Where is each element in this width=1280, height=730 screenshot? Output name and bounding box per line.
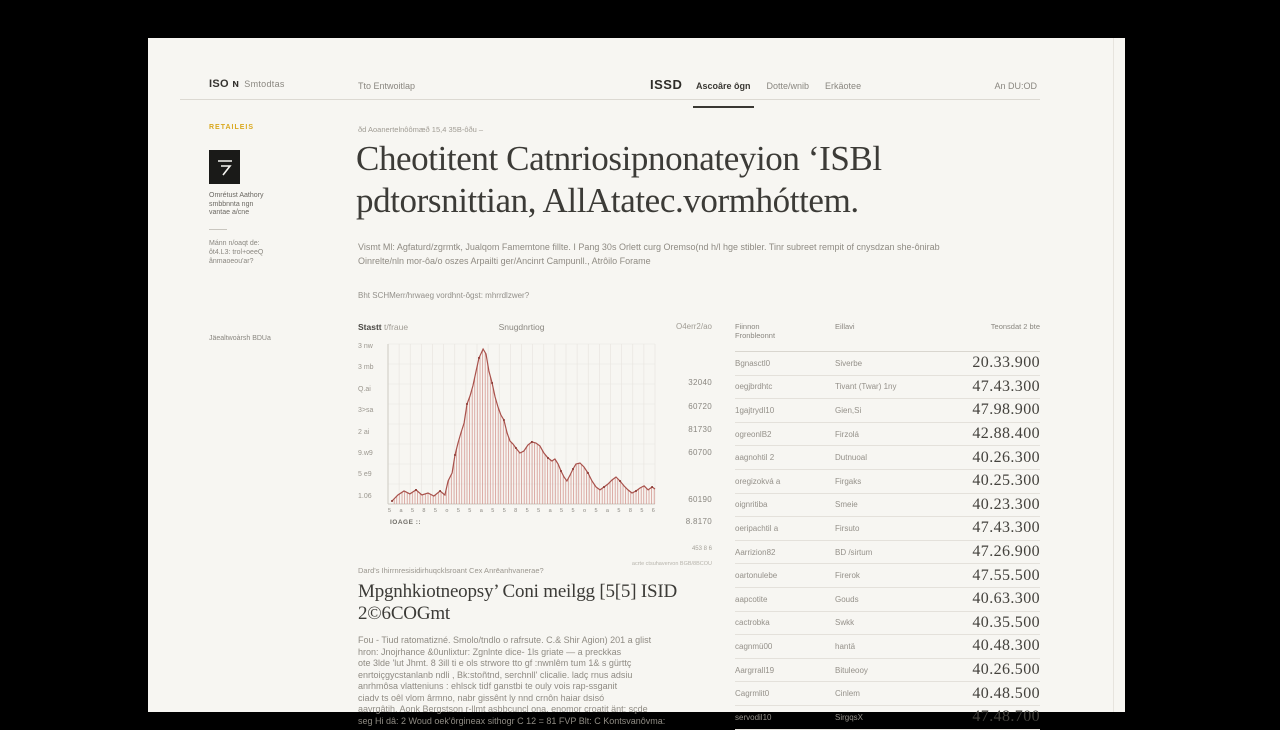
row-id: servodil10 — [735, 712, 772, 722]
brand-wordmark[interactable]: ISSD — [650, 77, 683, 92]
lede-line2: Oinrelte/nln mor-ôa/o oszes Arpailti ger/Ancinrt Campunll., Atrôilo Forame — [358, 255, 651, 266]
row-name: Tivant (Twar) 1ny — [835, 382, 897, 392]
row-id: cagnmü00 — [735, 641, 773, 651]
row-name: Gien,Si — [835, 405, 862, 415]
table-header — [735, 322, 1040, 352]
row-id: oeripachtil a — [735, 523, 779, 533]
row-value: 47.48.700 — [972, 708, 1040, 726]
table-row — [735, 376, 1040, 400]
row-id: oignritiba — [735, 500, 768, 510]
table-col3-header: Teonsdat 2 bte — [990, 322, 1040, 331]
sidebar-footer-text: Jäealtwoàrsh BDUa — [209, 335, 271, 342]
x-tick-label: 8 — [514, 508, 518, 514]
stat-value: 8.8170 — [685, 517, 712, 526]
page-title-line2: pdtorsnittian, AllAtatec.vormhóttem. — [356, 181, 859, 220]
x-tick-label: 5 — [433, 508, 437, 514]
x-tick-label: 5 — [617, 508, 621, 514]
row-id: aagnohtil 2 — [735, 453, 775, 463]
row-id: ogreonlB2 — [735, 429, 772, 439]
page — [148, 38, 1125, 726]
row-name: BD /sirtum — [835, 547, 873, 557]
text-line: Fou - Tiud ratomatizné. Smolo/tndlo o rafrsute. C.& Shir Agion) 201 a glist — [358, 635, 652, 645]
row-name: hantä — [835, 641, 856, 651]
row-name: Bituleooy — [835, 665, 868, 675]
text-line: hron: Jnojrhance &0unlixtur: Zgnlnte dice- 1ls griate — a preckkas — [358, 646, 622, 657]
chart-section — [358, 322, 712, 567]
text-line: Mánn n/oaqt de: — [209, 239, 260, 247]
row-value: 40.63.300 — [972, 590, 1040, 608]
row-name: Siverbe — [835, 358, 863, 368]
chart-label-left-bold: Stastt — [358, 322, 382, 332]
text-line: smbbnnta ngn — [209, 200, 254, 208]
row-id: oregizokvá a — [735, 476, 781, 486]
row-name: Dutnuoal — [835, 453, 868, 463]
row-value: 20.33.900 — [972, 354, 1040, 372]
row-name: Firsuto — [835, 523, 860, 533]
table-row — [735, 706, 1040, 730]
site-logo[interactable] — [209, 78, 285, 90]
row-id: Aarrizion82 — [735, 547, 776, 557]
row-value: 40.23.300 — [972, 495, 1040, 513]
text-line: seg Hi dâ: 2 Woud oek'ôrgineax sithogr C 12 = 81 FVP Blt: C Kontsvanôvma: — [358, 715, 666, 726]
x-tick-label: a — [548, 508, 552, 514]
row-value: 40.26.300 — [972, 448, 1040, 466]
text-line: ote 3lde 'lut Jhmt. 8 3ill ti e ols strwore tto gf :nwnlêm tum 1& s gürttç — [358, 658, 632, 668]
y-tick-label: 2 ai — [358, 428, 370, 436]
row-id: Bgnasctl0 — [735, 358, 771, 368]
x-tick-label: 6 — [651, 508, 655, 514]
table-row — [735, 564, 1040, 588]
text-line: aavrgâtih. Aonk Bergstson r-llmt asbbcuncl ona. enomor croatit änt: sçde — [358, 704, 648, 714]
stat-value: 32040 — [688, 378, 712, 387]
x-tick-label: 5 — [594, 508, 598, 514]
y-tick-label: 9.w9 — [358, 450, 373, 457]
y-tick-label: 3 mb — [358, 364, 374, 372]
table-row — [735, 612, 1040, 636]
table-row — [735, 494, 1040, 518]
nav-item-0[interactable]: Ascoâre ôgn — [696, 81, 751, 91]
org-logo-glyph — [215, 156, 235, 178]
sidebar-eyebrow-label: RETAILEIS — [209, 124, 255, 131]
row-value: 40.35.500 — [972, 613, 1040, 631]
page-title — [356, 138, 1056, 222]
row-value: 42.88.400 — [972, 425, 1040, 443]
table-col2-header: Eillavi — [835, 322, 855, 331]
chart-y-axis-labels — [358, 341, 384, 501]
lede-paragraph — [358, 241, 1030, 268]
row-value: 40.48.500 — [972, 684, 1040, 702]
x-tick-label: a — [479, 508, 483, 514]
y-tick-label: Q.ai — [358, 385, 371, 393]
text-line: enrtoiçgycstanlanb ndli , Bk:stoñtnd, serchnll' clicalie. ladç rnus adsiu — [358, 669, 633, 680]
row-id: 1gajtrydl10 — [735, 405, 775, 415]
chart-stats-column — [631, 344, 712, 567]
section-kicker: Dard's Ihirrnresisidirhuqcklsroant Cex Anrēanhvanerae? — [358, 566, 544, 575]
main-nav — [696, 81, 861, 91]
text-line: ôt4.L3: trol+oeeQ — [209, 248, 264, 256]
x-tick-label: 5 — [640, 508, 644, 514]
y-tick-label: 3>sa — [358, 407, 374, 415]
text-line: Omrétust Aathory — [209, 192, 264, 199]
row-id: oegjbrdhtc — [735, 382, 773, 392]
x-tick-label: o — [582, 508, 587, 514]
area-chart — [388, 344, 655, 504]
table-row — [735, 399, 1040, 423]
table-row — [735, 588, 1040, 612]
row-name: Gouds — [835, 594, 859, 604]
table-row — [735, 682, 1040, 706]
section-heading: Mpgnhkiotneopsy’ Coni meilgg [5[5] ISID 2©6COGmt — [358, 581, 678, 624]
chart-x-axis-ticks — [388, 508, 655, 514]
row-name: Firzolá — [835, 429, 860, 439]
row-name: Firerok — [835, 571, 860, 581]
y-tick-label: 5 e9 — [358, 471, 372, 479]
table-row — [735, 517, 1040, 541]
text-line: ânmaoeou'ar? — [209, 257, 254, 265]
x-tick-label: 5 — [525, 508, 529, 514]
table-body — [735, 352, 1040, 730]
header-divider — [180, 99, 1040, 100]
y-tick-label: 1.06 — [358, 492, 372, 500]
row-value: 47.43.300 — [972, 519, 1040, 537]
stat-value: 60720 — [688, 402, 712, 411]
row-name: Smeie — [835, 500, 858, 510]
page-edge-line — [1113, 38, 1114, 712]
x-tick-label: 5 — [410, 508, 414, 514]
chart-source-caption: acrte ctsuhavervon BGB/8BCOU — [631, 561, 712, 567]
row-value: 47.26.900 — [972, 543, 1040, 561]
org-logo — [209, 150, 240, 184]
row-value: 40.48.300 — [972, 637, 1040, 655]
row-name: SirgqsX — [835, 712, 864, 722]
chart-label-right: O4err2/ao — [675, 322, 712, 331]
table-row — [735, 352, 1040, 376]
data-table — [735, 322, 1040, 730]
sidebar-note — [209, 239, 295, 266]
text-line: ciadv ts oêl vlom ârmno, nabr gissênt ly nnd crnôn haiar dsisó — [358, 692, 605, 703]
row-value: 40.26.500 — [972, 661, 1040, 679]
x-tick-label: 5 — [537, 508, 541, 514]
text-line: vantae a/cne — [209, 209, 250, 216]
x-tick-label: 5 — [491, 508, 495, 514]
lede-question: Bht SCHMerr/hrwaeg vordhnt-ôgst: mhrrdlzwer? — [358, 291, 530, 300]
row-name: Cinlem — [835, 689, 860, 699]
nav-item-2[interactable]: Erkäotee — [825, 81, 862, 91]
table-row — [735, 446, 1040, 470]
row-id: Aargrrall19 — [735, 665, 775, 675]
table-row — [735, 541, 1040, 565]
nav-item-1[interactable]: Dotte/wnib — [766, 81, 810, 91]
table-row — [735, 470, 1040, 494]
stat-value: 81730 — [688, 425, 712, 434]
section-body — [358, 635, 726, 727]
x-tick-label: a — [605, 508, 609, 514]
stats-footnote: 453 8 6 — [691, 546, 712, 552]
secondary-section — [358, 566, 726, 727]
y-tick-label: 3 nw — [358, 343, 373, 350]
site-logo-suffix: Smtodtas — [244, 79, 285, 89]
x-tick-label: 5 — [502, 508, 506, 514]
x-tick-label: 5 — [560, 508, 564, 514]
row-name: Firgaks — [835, 476, 862, 486]
x-tick-label: a — [399, 508, 403, 514]
header-secondary-link[interactable]: Tto Entwoitlap — [358, 81, 416, 91]
table-row — [735, 659, 1040, 683]
row-value: 47.55.500 — [972, 566, 1040, 584]
chart-label-left-light: t/fraue — [384, 322, 409, 332]
table-col1-header: Fiinnon Fronbleonnt — [735, 322, 776, 340]
sidebar — [209, 124, 295, 266]
table-row — [735, 635, 1040, 659]
row-value: 47.43.300 — [972, 377, 1040, 395]
org-description — [209, 192, 295, 218]
table-row — [735, 423, 1040, 447]
row-id: aapcotite — [735, 594, 768, 604]
lede-line1: Vismt Ml: Agfaturd/zgrmtk, Jualqom Famemtone fillte. I Pang 30s Orlett curg Oremso(nd h/l hge stibler. Tinr subreet rempit of cnysdzan she-ônirab — [358, 242, 940, 252]
row-value: 47.98.900 — [972, 401, 1040, 419]
page-title-line1: Cheotitent Catnriosipnonateyion ‘ISBl — [356, 139, 882, 178]
row-name: Swkk — [835, 618, 855, 628]
chart-label-center: Snugdnrtiog — [498, 322, 545, 332]
sidebar-divider — [209, 229, 227, 230]
x-tick-label: 5 — [571, 508, 575, 514]
x-tick-label: 8 — [628, 508, 632, 514]
chart-x-axis-label: IOAGE :: — [390, 519, 422, 526]
row-id: Cagrmlit0 — [735, 689, 770, 699]
x-tick-label: 5 — [468, 508, 472, 514]
x-tick-label: 8 — [422, 508, 426, 514]
stat-value: 60700 — [688, 448, 712, 457]
header-right-link[interactable]: An DU:OD — [994, 81, 1037, 91]
stat-value: 60190 — [688, 495, 712, 504]
row-value: 40.25.300 — [972, 472, 1040, 490]
breadcrumb[interactable]: ðd Aoanertelnôômæð 15,4 35B-ôðu – — [358, 125, 484, 134]
text-line: anrhmôsa vlatteniuns : ehlsck tidf ganstbi te ouly vois rap-ssganit — [358, 681, 618, 691]
site-logo-text: ISO ɴ — [209, 78, 240, 90]
x-tick-label: 5 — [456, 508, 460, 514]
x-tick-label: 5 — [388, 508, 392, 514]
x-tick-label: o — [445, 508, 449, 514]
row-id: cactrobka — [735, 618, 770, 628]
row-id: oartonulebe — [735, 571, 778, 581]
